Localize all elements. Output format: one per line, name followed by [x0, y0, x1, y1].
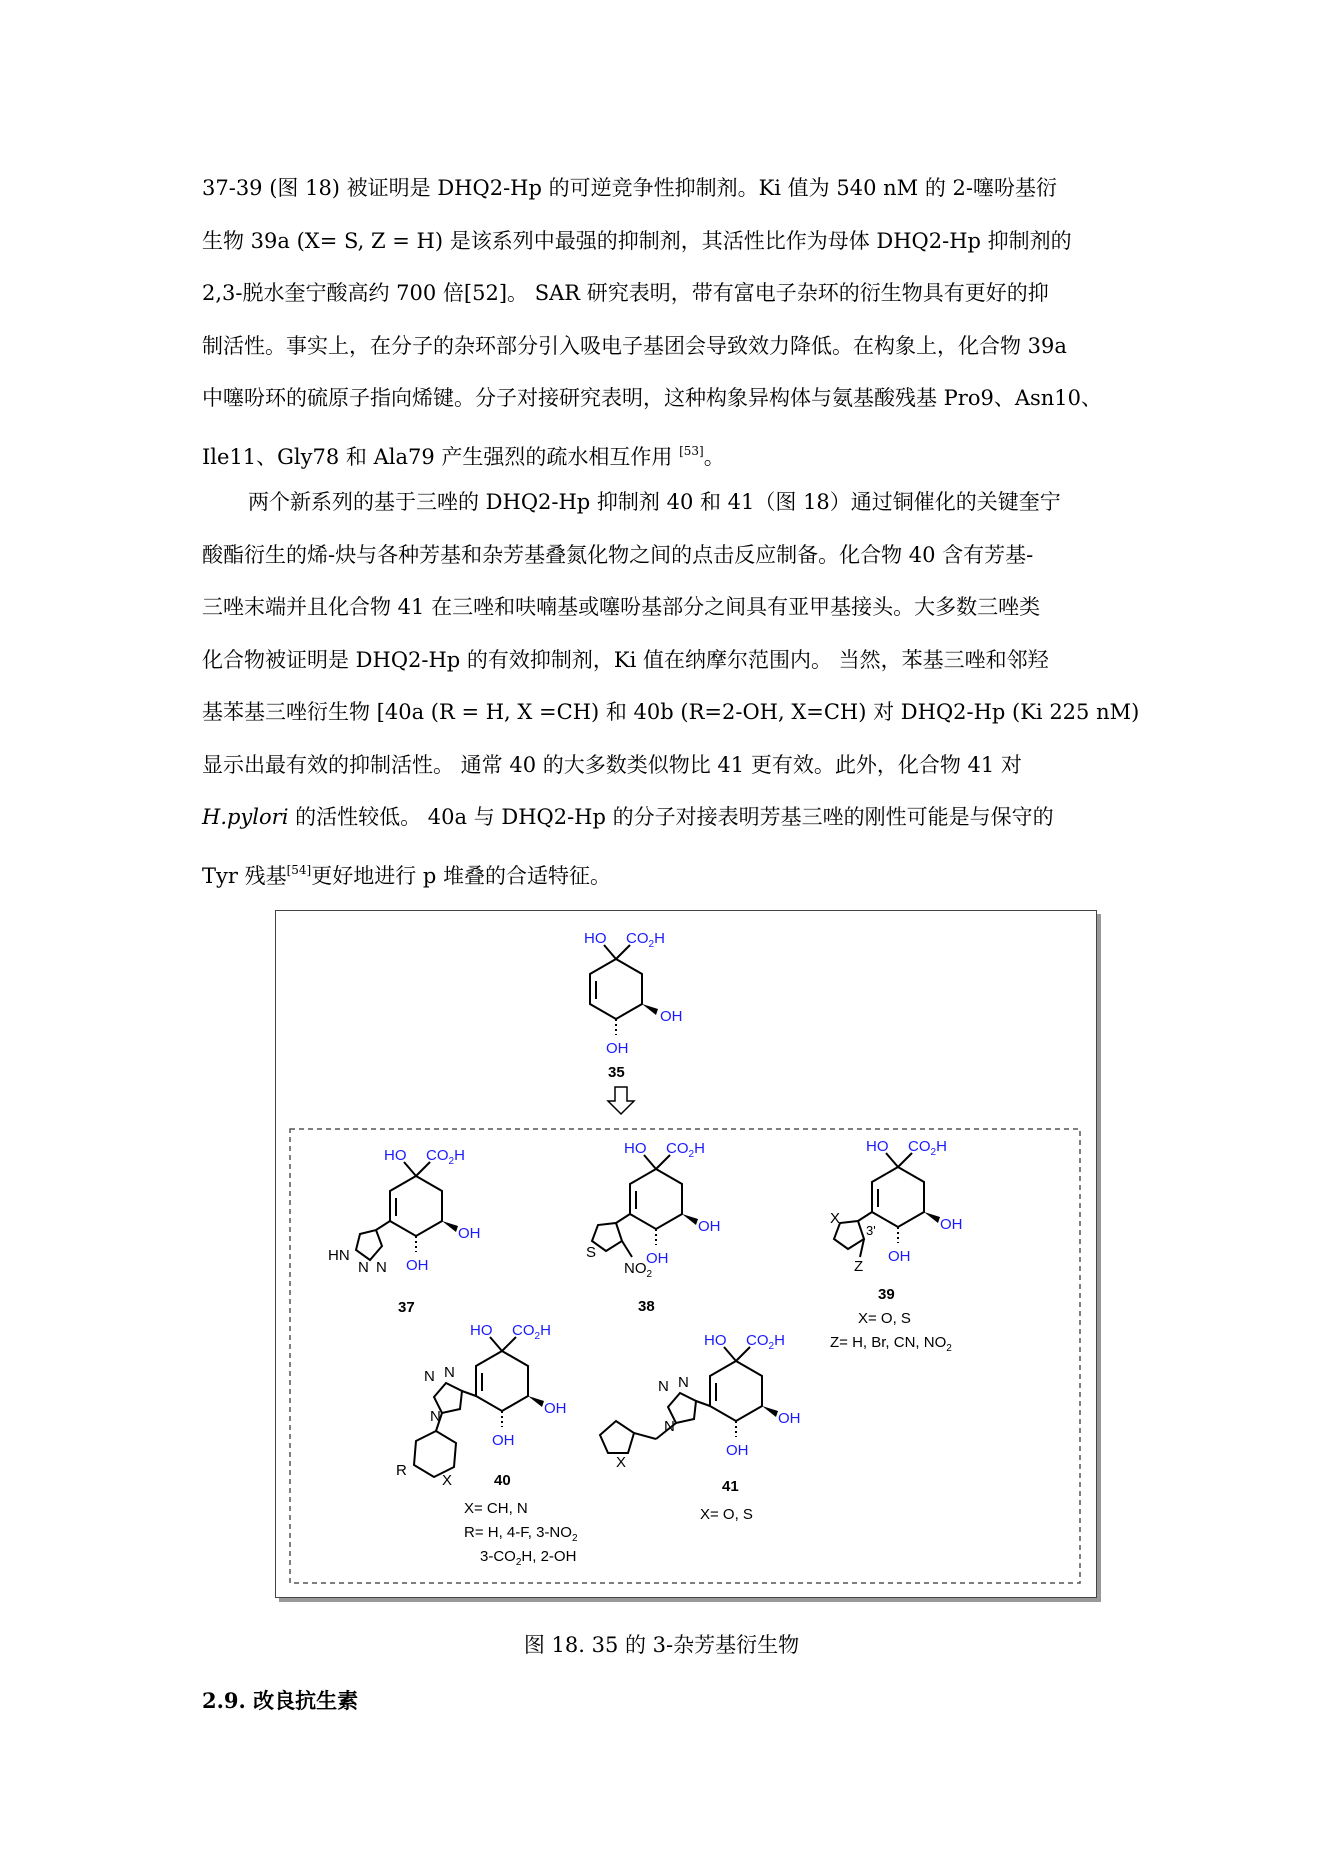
species-name: H.pylori [202, 805, 289, 829]
atom-label: X [442, 1472, 453, 1489]
citation-ref: [54] [286, 862, 312, 877]
compound-40-structure [396, 1322, 578, 1568]
paragraph-line [202, 791, 1130, 844]
atom-label: $CO_2H$ [666, 1140, 705, 1160]
compound-number: 35 [608, 1064, 625, 1081]
paragraph-text: 。 [703, 444, 725, 469]
atom-label: OH [726, 1442, 749, 1459]
atom-label: X [830, 1210, 841, 1227]
paragraph-line: 基苯基三唑衍生物 [40a (R = H, X =CH) 和 40b (R=2-OH, X=CH) 对 DHQ2-Hp (Ki 225 nM) [202, 700, 1140, 724]
atom-label: OH [646, 1250, 669, 1267]
atom-label: HO [470, 1322, 493, 1339]
paragraph-line: 中噻吩环的硫原子指向烯键。分子对接研究表明，这种构象异构体与氨基酸残基 Pro9、Asn10、 [202, 386, 1103, 410]
atom-label: OH [606, 1040, 629, 1057]
atom-label: N [678, 1374, 689, 1391]
compound-number: 41 [722, 1478, 739, 1495]
paragraph-line: 2,3-脱水奎宁酸高约 700 倍[52]。 SAR 研究表明，带有富电子杂环的衍生物具有更好的抑 [202, 281, 1049, 305]
atom-label: HO [584, 930, 607, 947]
atom-label: $CO_2H$ [512, 1322, 551, 1342]
paragraph-text: 更好地进行 p 堆叠的合适特征。 [311, 863, 612, 888]
atom-label: OH [940, 1216, 963, 1233]
substituent-note: $3-CO_2H$, 2-OH [480, 1548, 577, 1568]
atom-label: N [430, 1408, 441, 1425]
atom-label: $CO_2H$ [426, 1147, 465, 1167]
compound-number: 40 [494, 1472, 511, 1489]
paragraph-line: 生物 39a (X= S, Z = H) 是该系列中最强的抑制剂，其活性比作为母体 DHQ2-Hp 抑制剂的 [202, 228, 1072, 253]
atom-label: $CO_2H$ [626, 930, 665, 950]
compound-37-structure [328, 1147, 481, 1316]
atom-label: S [586, 1244, 597, 1261]
atom-label: OH [544, 1400, 567, 1417]
substituent-note: X= O, S [858, 1310, 911, 1327]
atom-label: $CO_2H$ [908, 1138, 947, 1158]
atom-label: HO [704, 1332, 727, 1349]
paragraph-line: 化合物被证明是 DHQ2-Hp 的有效抑制剂，Ki 值在纳摩尔范围内。 当然，苯基三唑和邻羟 [202, 647, 1049, 672]
hollow-down-arrow-icon [608, 1087, 634, 1114]
paragraph-text: Tyr 残基 [202, 863, 287, 888]
atom-label: OH [406, 1257, 429, 1274]
atom-label: X [616, 1454, 627, 1471]
paragraph-line: 酸酯衍生的烯-炔与各种芳基和杂芳基叠氮化物之间的点击反应制备。化合物 40 含有芳基- [202, 542, 1034, 567]
paragraph-line: 制活性。事实上，在分子的杂环部分引入吸电子基团会导致效力降低。在构象上，化合物 39a [202, 333, 1067, 358]
paragraph-line: 三唑末端并且化合物 41 在三唑和呋喃基或噻吩基部分之间具有亚甲基接头。大多数三唑类 [202, 595, 1041, 619]
substituent-note: X= O, S [700, 1506, 753, 1523]
atom-label: OH [698, 1218, 721, 1235]
substituent-note: R= H, 4-F, $3-NO_2$ [464, 1524, 578, 1544]
compound-41-structure [600, 1332, 801, 1523]
dashed-box [290, 1129, 1080, 1583]
compound-number: 39 [878, 1286, 895, 1303]
atom-label: HO [866, 1138, 889, 1155]
atom-label: OH [888, 1248, 911, 1265]
atom-label: N [444, 1364, 455, 1381]
paragraph-line: 两个新系列的基于三唑的 DHQ2-Hp 抑制剂 40 和 41（图 18）通过铜催化的关键奎宁 [248, 490, 1061, 514]
figure-caption: 图 18. 35 的 3-杂芳基衍生物 [523, 1633, 800, 1657]
atom-label: Z [854, 1258, 864, 1275]
substituent-note: Z= H, Br, CN, $NO_2$ [830, 1334, 952, 1354]
chemical-structures-figure [276, 911, 1096, 1597]
substituent-note: X= CH, N [464, 1500, 528, 1517]
compound-35-structure [584, 930, 683, 1081]
paragraph-line [202, 425, 1130, 484]
compound-number: 37 [398, 1299, 415, 1316]
atom-label: $CO_2H$ [746, 1332, 785, 1352]
atom-label: OH [778, 1410, 801, 1427]
atom-label: HN [328, 1247, 350, 1264]
atom-label: OH [492, 1432, 515, 1449]
atom-label: R [396, 1462, 407, 1479]
atom-label: HO [384, 1147, 407, 1164]
atom-label: HO [624, 1140, 647, 1157]
atom-label: 3' [866, 1223, 876, 1238]
paragraph-line: 37-39 (图 18) 被证明是 DHQ2-Hp 的可逆竞争性抑制剂。Ki 值为 540 nM 的 2-噻吩基衍 [202, 176, 1057, 200]
atom-label: N [376, 1259, 387, 1276]
paragraph-1 [202, 162, 1130, 483]
atom-label: N [358, 1259, 369, 1276]
atom-label: OH [458, 1225, 481, 1242]
atom-label: N [664, 1418, 675, 1435]
paragraph-text: Ile11、Gly78 和 Ala79 产生强烈的疏水相互作用 [202, 444, 673, 469]
paragraph-line [202, 844, 1130, 903]
figure-18 [275, 910, 1097, 1598]
compound-39-structure [830, 1138, 963, 1354]
atom-label: N [424, 1368, 435, 1385]
section-heading: 2.9. 改良抗生素 [202, 1688, 359, 1713]
paragraph-2 [202, 476, 1140, 902]
compound-number: 38 [638, 1298, 655, 1315]
atom-label: OH [660, 1008, 683, 1025]
compound-38-structure [586, 1140, 721, 1315]
atom-label: $NO_2$ [624, 1260, 653, 1280]
atom-label: N [658, 1378, 669, 1395]
paragraph-text: 的活性较低。 40a 与 DHQ2-Hp 的分子对接表明芳基三唑的刚性可能是与保守的 [288, 805, 1054, 829]
citation-ref: [53] [679, 443, 704, 458]
paragraph-line: 显示出最有效的抑制活性。 通常 40 的大多数类似物比 41 更有效。此外，化合物 41 对 [202, 752, 1022, 777]
